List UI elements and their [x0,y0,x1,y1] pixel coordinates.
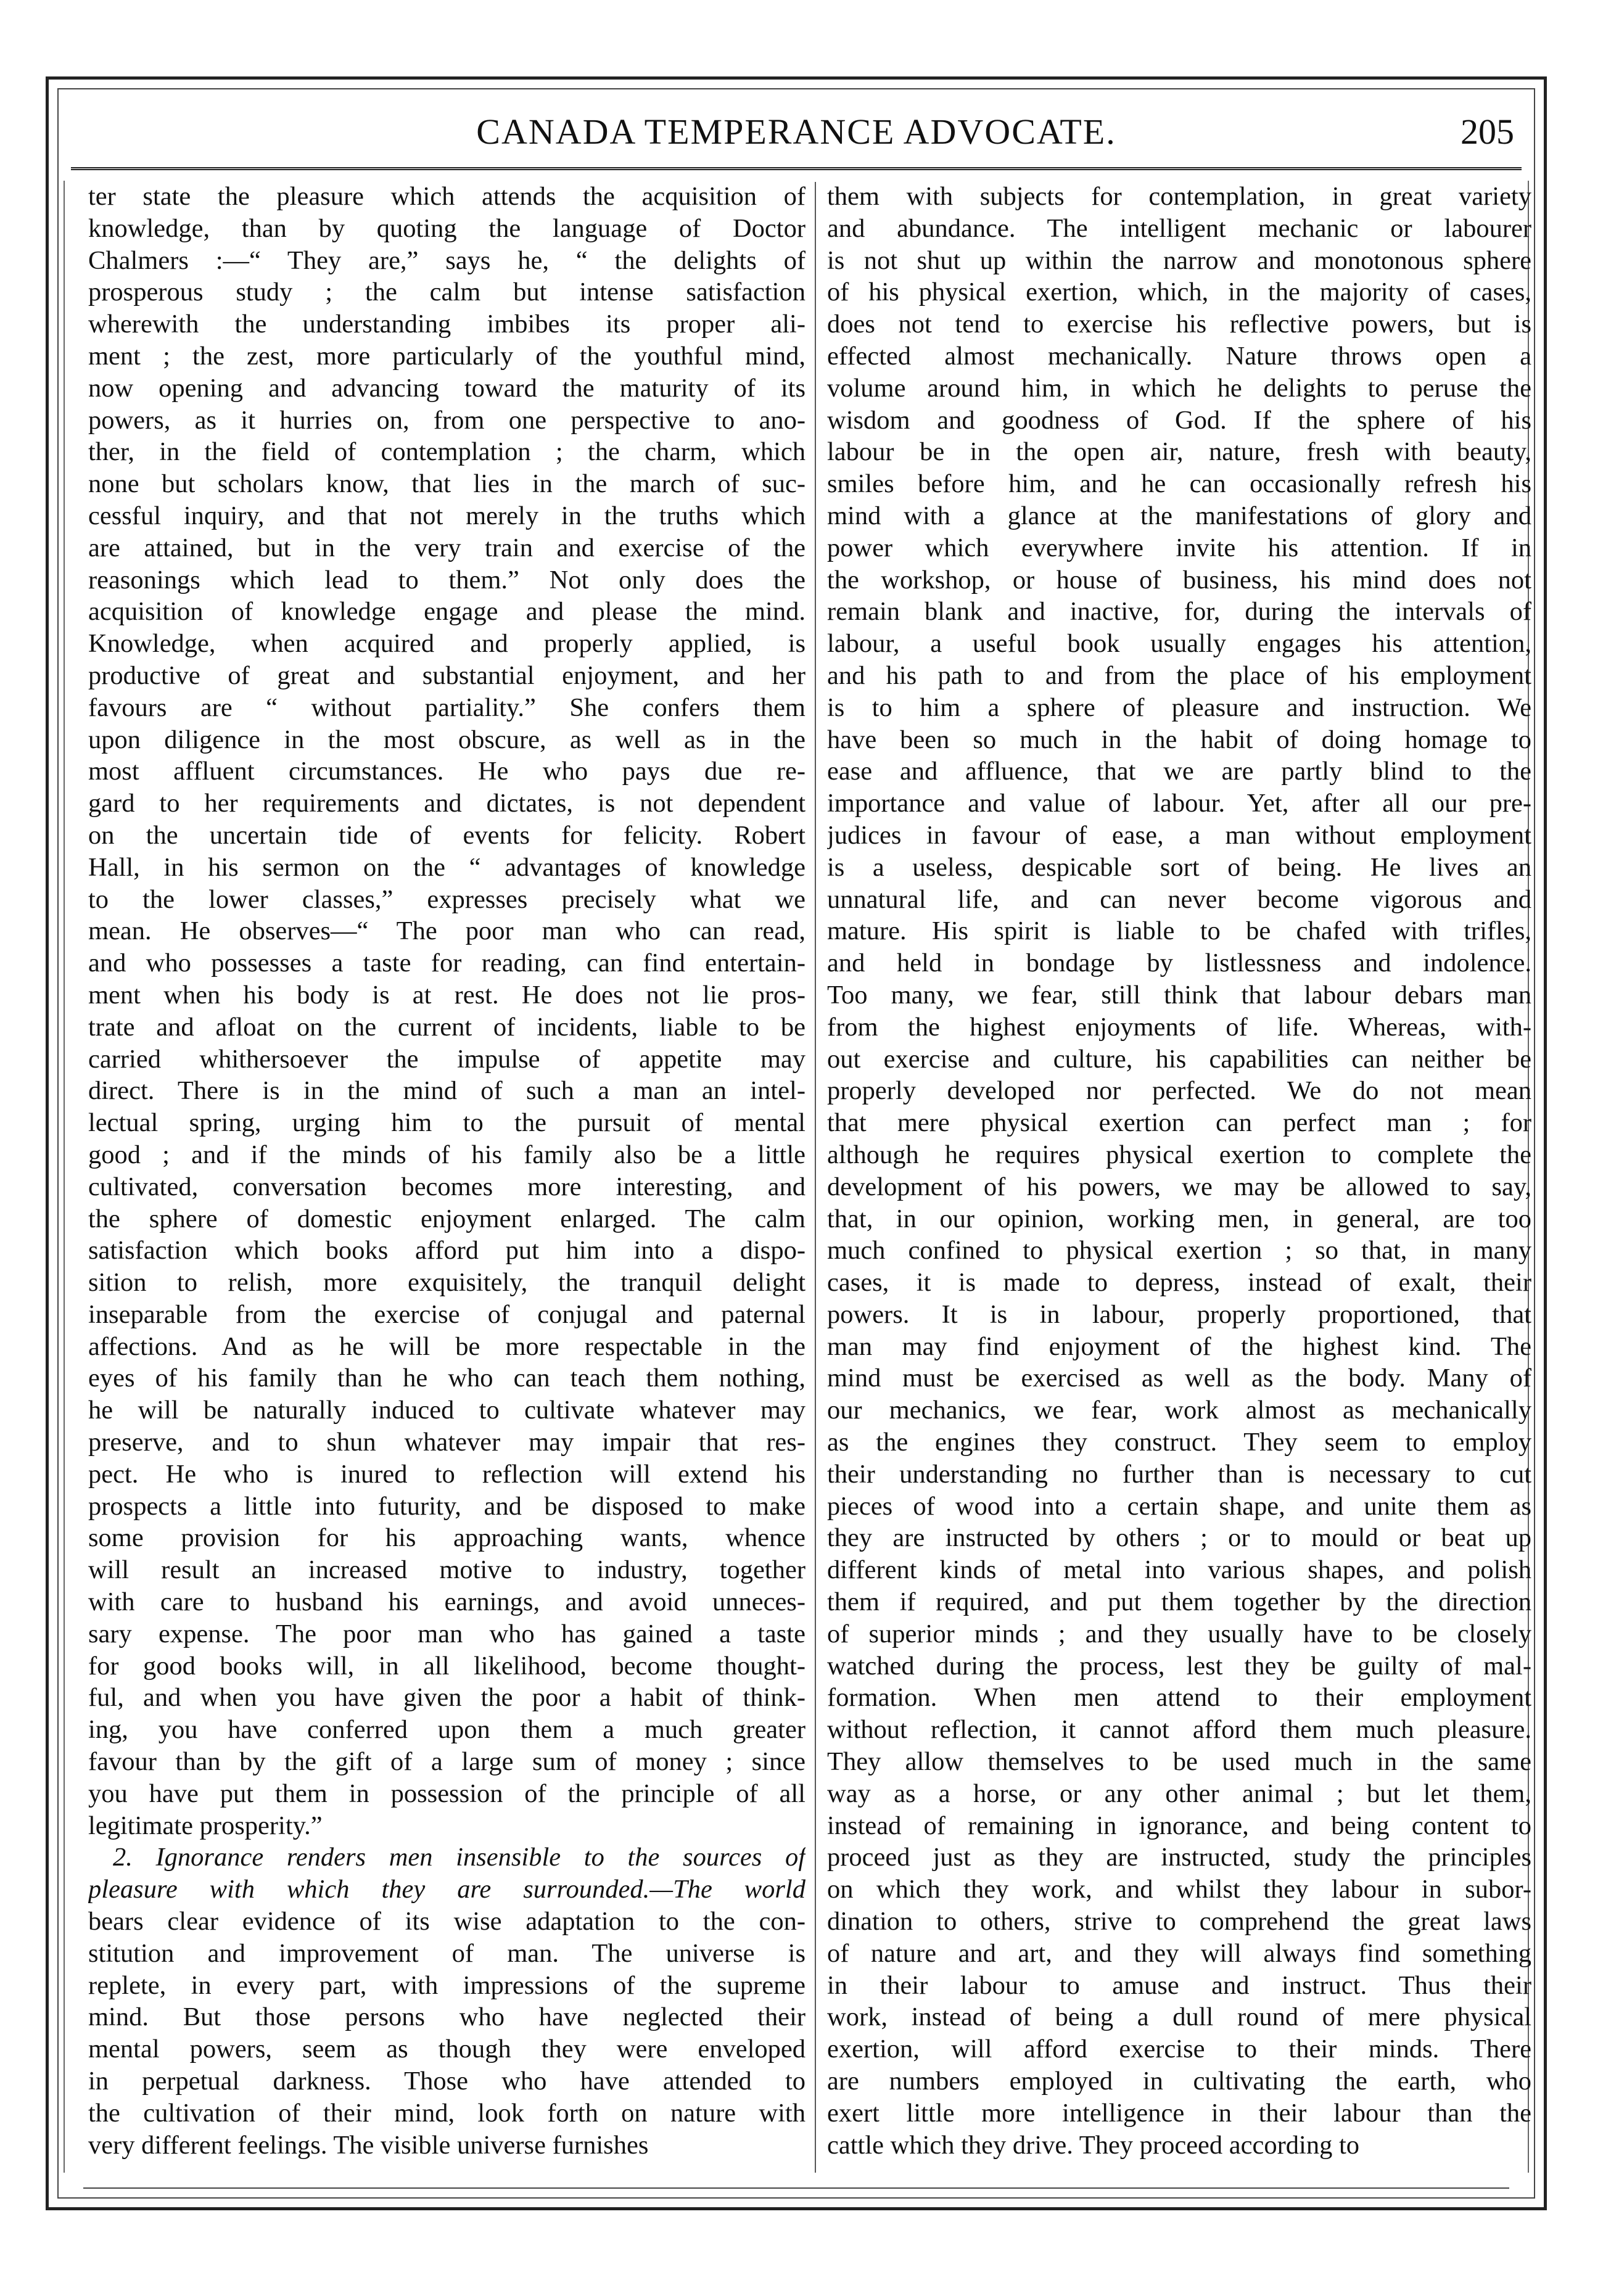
text-line: that mere physical exertion can perfect man ; for [827,1108,1531,1138]
text-line: of nature and art, and they will always find something [827,1938,1531,1968]
text-line: mean. He observes—“ The poor man who can read, [88,916,806,946]
text-line: the workshop, or house of business, his mind does not [827,565,1531,595]
text-line: powers. It is in labour, properly proportioned, that [827,1299,1531,1329]
text-line: in their labour to amuse and instruct. Thus their [827,1970,1531,2000]
text-line: them if required, and put them together by the direction [827,1587,1531,1617]
text-line: sary expense. The poor man who has gained a taste [88,1619,806,1648]
text-line: power which everywhere invite his attention. If in [827,533,1531,562]
text-line: Too many, we fear, still think that labour debars man [827,980,1531,1010]
text-line: man may find enjoyment of the highest kind. The [827,1331,1531,1361]
text-line: favours are “ without partiality.” She confers them [88,693,806,722]
text-line: good ; and if the minds of his family also be a little [88,1140,806,1169]
text-line: remain blank and inactive, for, during the intervals of [827,597,1531,627]
page-number: 205 [1461,112,1514,152]
text-line: They allow themselves to be used much in the same [827,1747,1531,1777]
text-line: pect. He who is inured to reflection will extend his [88,1459,806,1489]
text-line: prosperous study ; the calm but intense satisfaction [88,278,806,307]
text-line: most affluent circumstances. He who pays due re- [88,757,806,786]
text-line: affections. And as he will be more respectable in the [88,1331,806,1361]
text-line: although he requires physical exertion to complete the [827,1140,1531,1169]
text-line: ther, in the field of contemplation ; the charm, which [88,437,806,467]
text-line: powers, as it hurries on, from one perspective to ano- [88,405,806,435]
text-line: as the engines they construct. They seem to employ [827,1428,1531,1457]
text-line: watched during the process, lest they be guilty of mal- [827,1651,1531,1681]
text-line: cases, it is made to depress, instead of exalt, their [827,1268,1531,1298]
text-line: way as a horse, or any other animal ; but let them, [827,1779,1531,1808]
text-line: that, in our opinion, working men, in general, are too [827,1204,1531,1233]
text-line: satisfaction which books afford put him into a dispo- [88,1236,806,1265]
text-line: proceed just as they are instructed, study the principles [827,1843,1531,1872]
inner-border [57,88,1535,2199]
text-line: knowledge, than by quoting the language of Doctor [88,213,806,243]
text-line: does not tend to exercise his reflective powers, but is [827,310,1531,339]
text-line: Knowledge, when acquired and properly applied, is [88,629,806,659]
text-line: on which they work, and whilst they labour in subor- [827,1875,1531,1904]
text-line: mind with a glance at the manifestations of glory and [827,501,1531,530]
text-line: prospects a little into futurity, and be disposed to make [88,1491,806,1521]
text-line: and who possesses a taste for reading, can find entertain- [88,948,806,978]
text-line: from the highest enjoyments of life. Whereas, with- [827,1012,1531,1042]
text-line: to the lower classes,” expresses precisely what we [88,884,806,914]
text-line: they are instructed by others ; or to mould or beat up [827,1523,1531,1553]
text-line: have been so much in the habit of doing homage to [827,725,1531,754]
text-line: sition to relish, more exquisitely, the tranquil delight [88,1268,806,1298]
text-line: the sphere of domestic enjoyment enlarged. The calm [88,1204,806,1233]
text-line: some provision for his approaching wants, whence [88,1523,806,1553]
text-line: judices in favour of ease, a man without employment [827,820,1531,850]
right-column [827,181,1531,2173]
left-column [88,181,806,2173]
text-line: cessful inquiry, and that not merely in the truths which [88,501,806,530]
text-line: acquisition of knowledge engage and please the mind. [88,597,806,627]
text-line: stitution and improvement of man. The universe is [88,1938,806,1968]
text-line: work, instead of being a dull round of mere physical [827,2002,1531,2032]
text-line: favour than by the gift of a large sum of money ; since [88,1747,806,1777]
text-line: their understanding no further than is necessary to cut [827,1459,1531,1489]
text-line: wherewith the understanding imbibes its proper ali- [88,310,806,339]
text-line: of his physical exertion, which, in the majority of cases, [827,278,1531,307]
text-line: none but scholars know, that lies in the march of suc- [88,469,806,499]
text-line: labour be in the open air, nature, fresh with beauty, [827,437,1531,467]
text-line: cultivated, conversation becomes more interesting, and [88,1172,806,1201]
text-line: mind. But those persons who have neglected their [88,2002,806,2032]
text-line: wisdom and goodness of God. If the sphere of his [827,405,1531,435]
text-line: exert little more intelligence in their labour than the [827,2098,1531,2128]
bottom-rule [83,2187,1509,2189]
text-line: pleasure with which they are surrounded.—The world [88,1875,806,1904]
text-line: of superior minds ; and they usually have to be closely [827,1619,1531,1648]
text-line: and held in bondage by listlessness and indolence. [827,948,1531,978]
text-line: properly developed nor perfected. We do not mean [827,1076,1531,1106]
text-line: much confined to physical exertion ; so that, in many [827,1236,1531,1265]
page-border [46,76,1547,2210]
text-line: is a useless, despicable sort of being. He lives an [827,852,1531,882]
text-line: dination to others, strive to comprehend the great laws [827,1907,1531,1936]
text-line: different kinds of metal into various shapes, and polish [827,1555,1531,1585]
text-line: inseparable from the exercise of conjugal and paternal [88,1299,806,1329]
text-line: reasonings which lead to them.” Not only does the [88,565,806,595]
text-line: them with subjects for contemplation, in great variety [827,182,1531,211]
text-line: legitimate prosperity.” [88,1811,323,1840]
text-line: now opening and advancing toward the maturity of its [88,373,806,403]
text-line: out exercise and culture, his capabilities can neither be [827,1044,1531,1074]
text-line: direct. There is in the mind of such a man an intel- [88,1076,806,1106]
text-line: formation. When men attend to their employment [827,1683,1531,1713]
text-line: are numbers employed in cultivating the earth, who [827,2067,1531,2096]
text-line: Hall, in his sermon on the “ advantages of knowledge [88,852,806,882]
column-divider [815,182,816,2173]
text-line: lectual spring, urging him to the pursuit of mental [88,1108,806,1138]
text-line: preserve, and to shun whatever may impair that res- [88,1428,806,1457]
text-line: very different feelings. The visible universe furnishes [88,2130,649,2160]
text-line: and his path to and from the place of his employment [827,660,1531,690]
page-title: CANADA TEMPERANCE ADVOCATE. [476,112,1116,152]
text-line: without reflection, it cannot afford them much pleasure. [827,1715,1531,1745]
text-line: with care to husband his earnings, and avoid unneces- [88,1587,806,1617]
text-line: cattle which they drive. They proceed according to [827,2130,1360,2160]
text-line: carried whithersoever the impulse of appetite may [88,1044,806,1074]
text-line: ment when his body is at rest. He does not lie pros- [88,980,806,1010]
text-line: our mechanics, we fear, work almost as mechanically [827,1396,1531,1425]
text-line: exertion, will afford exercise to their minds. There [827,2035,1531,2064]
text-line: importance and value of labour. Yet, after all our pre- [827,789,1531,818]
text-line: ful, and when you have given the poor a habit of think- [88,1683,806,1713]
text-line: instead of remaining in ignorance, and being content to [827,1811,1531,1840]
text-line: is to him a sphere of pleasure and instruction. We [827,693,1531,722]
text-line: upon diligence in the most obscure, as well as in the [88,725,806,754]
text-line: eyes of his family than he who can teach them nothing, [88,1364,806,1393]
text-line: are attained, but in the very train and exercise of the [88,533,806,562]
text-line: unnatural life, and can never become vigorous and [827,884,1531,914]
text-line: mental powers, seem as though they were enveloped [88,2035,806,2064]
text-line: and abundance. The intelligent mechanic or labourer [827,213,1531,243]
text-line: he will be naturally induced to cultivate whatever may [88,1396,806,1425]
text-line: ease and affluence, that we are partly blind to the [827,757,1531,786]
text-line: productive of great and substantial enjoyment, and her [88,660,806,690]
text-line: ing, you have conferred upon them a much greater [88,1715,806,1745]
text-line: on the uncertain tide of events for felicity. Robert [88,820,806,850]
text-line: volume around him, in which he delights to peruse the [827,373,1531,403]
text-line: 2. Ignorance renders men insensible to the sources of [113,1843,806,1872]
text-line: replete, in every part, with impressions of the supreme [88,1970,806,2000]
text-line: is not shut up within the narrow and monotonous sphere [827,245,1531,275]
text-line: gard to her requirements and dictates, is not dependent [88,789,806,818]
running-head [71,96,1522,160]
text-line: you have put them in possession of the principle of all [88,1779,806,1808]
text-line: for good books will, in all likelihood, become thought- [88,1651,806,1681]
text-line: effected almost mechanically. Nature throws open a [827,341,1531,371]
text-line: mind must be exercised as well as the body. Many of [827,1364,1531,1393]
text-line: will result an increased motive to industry, together [88,1555,806,1585]
text-line: smiles before him, and he can occasionally refresh his [827,469,1531,499]
left-margin-rule [64,181,65,2173]
text-line: development of his powers, we may be allowed to say, [827,1172,1531,1201]
text-line: mature. His spirit is liable to be chafed with trifles, [827,916,1531,946]
text-line: in perpetual darkness. Those who have attended to [88,2067,806,2096]
text-line: labour, a useful book usually engages his attention, [827,629,1531,659]
text-line: Chalmers :—“ They are,” says he, “ the delights of [88,245,806,275]
text-line: the cultivation of their mind, look forth on nature with [88,2098,806,2128]
text-line: pieces of wood into a certain shape, and unite them as [827,1491,1531,1521]
text-line: bears clear evidence of its wise adaptation to the con- [88,1907,806,1936]
text-line: ter state the pleasure which attends the acquisition of [88,182,806,211]
text-line: trate and afloat on the current of incidents, liable to be [88,1012,806,1042]
header-rule [71,167,1522,170]
text-line: ment ; the zest, more particularly of the youthful mind, [88,341,806,371]
